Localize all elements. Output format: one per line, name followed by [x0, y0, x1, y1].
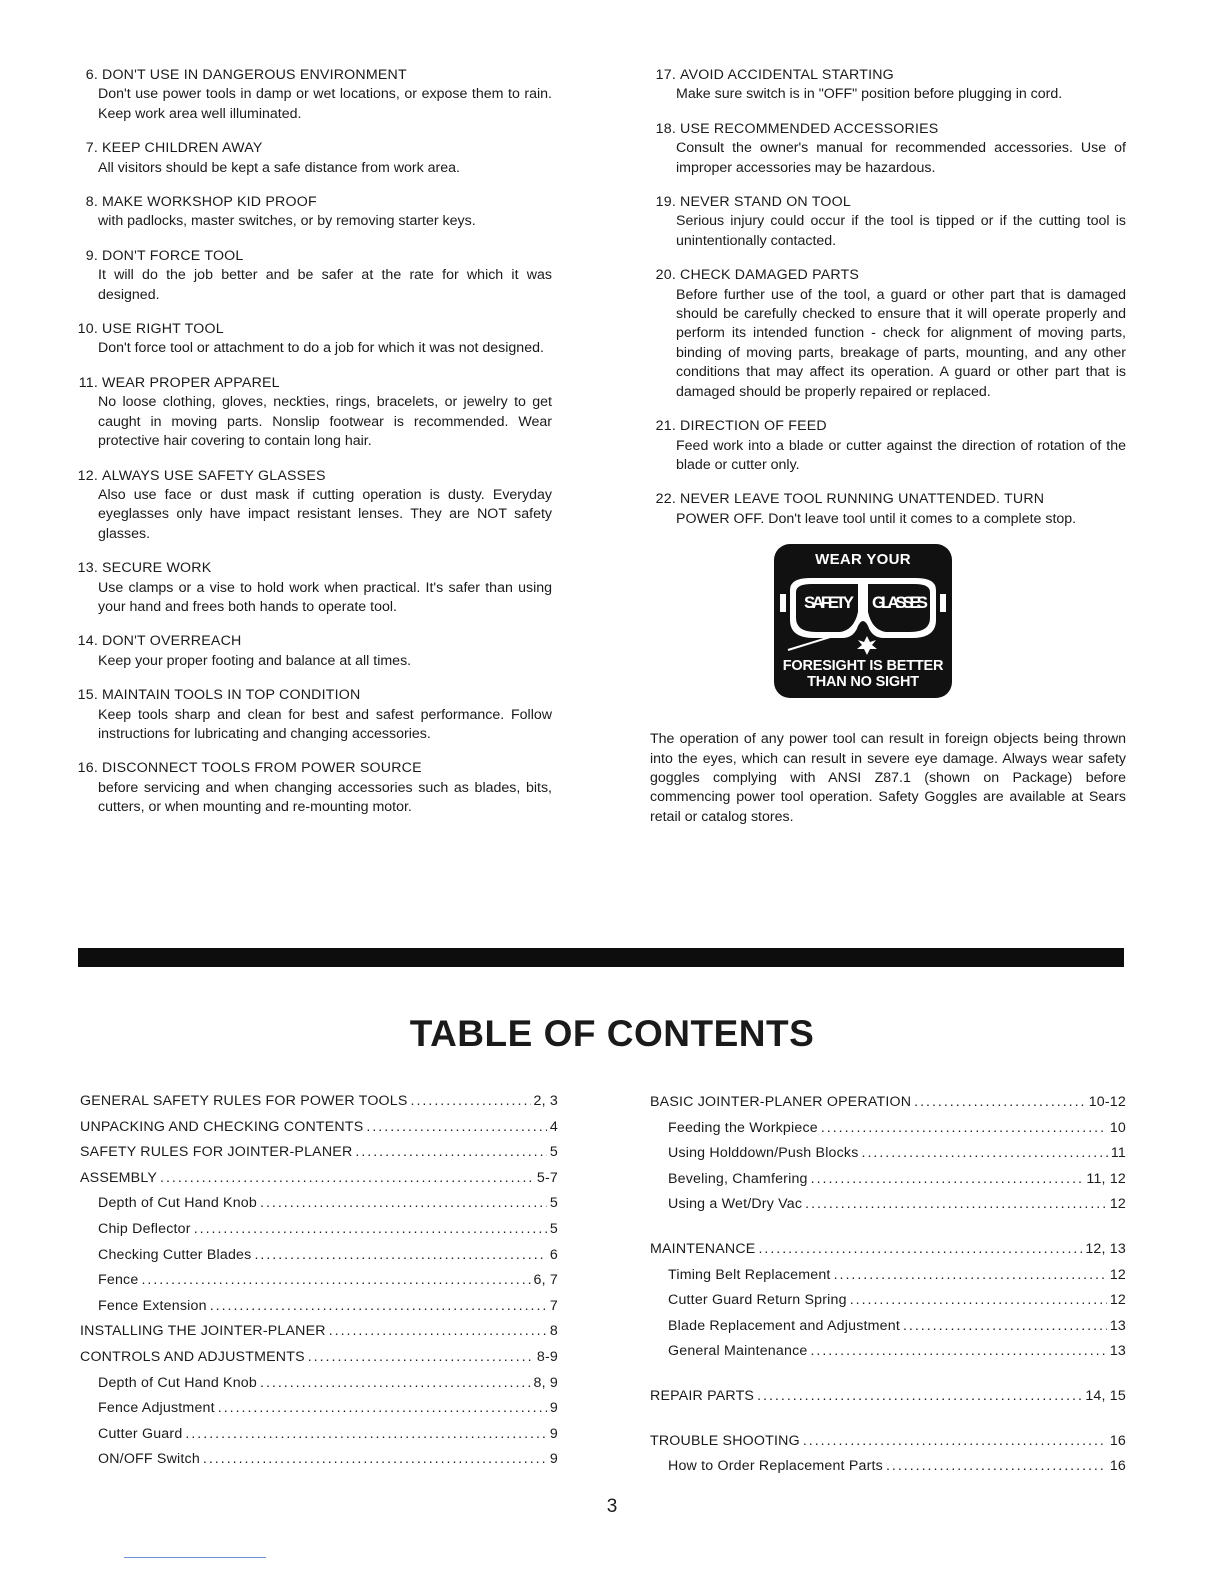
- toc-subentry: [80, 1195, 558, 1221]
- rule-number: 20.: [655, 267, 676, 284]
- toc-page: 16: [1109, 1458, 1126, 1475]
- toc-entry: [80, 1119, 558, 1145]
- rule-heading: [72, 139, 552, 158]
- toc-label: Using a Wet/Dry Vac: [668, 1196, 803, 1213]
- rule-title: NEVER LEAVE TOOL RUNNING UNATTENDED. TURN: [680, 491, 1045, 508]
- badge-top-text: WEAR YOUR: [815, 551, 911, 569]
- toc-page: 9: [549, 1425, 558, 1442]
- rule-title: MAKE WORKSHOP KID PROOF: [102, 194, 317, 211]
- toc-label: Depth of Cut Hand Knob: [98, 1374, 257, 1391]
- toc-entry: [80, 1144, 558, 1170]
- rule-title: DON'T USE IN DANGEROUS ENVIRONMENT: [102, 67, 407, 83]
- rule-heading: [72, 247, 552, 266]
- toc-subentry: [650, 1458, 1126, 1484]
- toc-label: Cutter Guard Return Spring: [668, 1292, 847, 1309]
- rule-title: USE RIGHT TOOL: [102, 321, 224, 338]
- rule-body: Make sure switch is in "OFF" position before plugging in cord.: [676, 86, 1063, 103]
- toc-label: MAINTENANCE: [650, 1240, 756, 1257]
- rule-title: DISCONNECT TOOLS FROM POWER SOURCE: [102, 760, 422, 777]
- toc-gap: [650, 1222, 1126, 1241]
- rule-number: 13.: [77, 560, 98, 577]
- rule-number: 12.: [77, 467, 98, 484]
- toc-subentry: [650, 1267, 1126, 1293]
- toc-entry: [80, 1349, 558, 1375]
- toc-label: ASSEMBLY: [80, 1169, 158, 1186]
- toc-page: 5: [549, 1195, 558, 1212]
- safety-rule: [650, 120, 1126, 178]
- rule-title: KEEP CHILDREN AWAY: [102, 140, 263, 157]
- toc-leader-dots: [811, 1171, 1084, 1187]
- safety-rule: [72, 559, 552, 617]
- toc-entry: [80, 1093, 558, 1119]
- rule-title: MAINTAIN TOOLS IN TOP CONDITION: [102, 687, 361, 704]
- toc-page: 5-7: [536, 1169, 558, 1186]
- rule-title: ALWAYS USE SAFETY GLASSES: [102, 467, 326, 484]
- safety-goggles-icon: [780, 572, 946, 656]
- toc-label: Fence Adjustment: [98, 1400, 215, 1417]
- safety-rule: [72, 686, 552, 744]
- toc-subentry: [80, 1272, 558, 1298]
- rule-body: before servicing and when changing accessories such as blades, bits, cutters, or when mounting and re-mounting motor.: [98, 779, 552, 816]
- rule-title: CHECK DAMAGED PARTS: [680, 267, 860, 284]
- rule-body: Before further use of the tool, a guard or other part that is damaged should be carefully checked to ensure that it will operate properly and perform its intended function - check for alignment of moving parts, binding of moving parts, breakage of parts, mounting, and any other conditions that may affect its operation. A guard or other part that is damaged should be properly repaired or replaced.: [676, 286, 1126, 400]
- toc-leader-dots: [903, 1318, 1107, 1334]
- rule-body: Keep tools sharp and clean for best and safest performance. Follow instructions for lubricating and changing accessories.: [98, 706, 552, 742]
- toc-subentry: [80, 1221, 558, 1247]
- toc-subentry: [650, 1343, 1126, 1369]
- toc-entry: [650, 1094, 1126, 1120]
- rule-body: with padlocks, master switches, or by removing starter keys.: [98, 213, 476, 230]
- rule-title: AVOID ACCIDENTAL STARTING: [680, 67, 894, 83]
- rule-heading: [650, 417, 1126, 436]
- toc-leader-dots: [260, 1195, 547, 1211]
- toc-leader-dots: [805, 1196, 1107, 1212]
- toc-label: BASIC JOINTER-PLANER OPERATION: [650, 1094, 912, 1110]
- toc-leader-dots: [366, 1119, 546, 1135]
- rule-body: Don't use power tools in damp or wet locations, or expose them to rain. Keep work area well illuminated.: [98, 86, 552, 122]
- toc-leader-dots: [850, 1292, 1107, 1308]
- toc-page: 8, 9: [533, 1374, 558, 1391]
- rule-heading: [650, 490, 1126, 509]
- rule-heading: [72, 193, 552, 212]
- rule-heading: [72, 374, 552, 393]
- toc-subentry: [80, 1426, 558, 1452]
- toc-page: 6: [549, 1246, 558, 1263]
- safety-rule: [72, 139, 552, 178]
- toc-entry: [80, 1170, 558, 1196]
- right-safety-rules: [650, 66, 1126, 827]
- toc-label: General Maintenance: [668, 1343, 808, 1360]
- toc-page: 2, 3: [533, 1093, 558, 1109]
- toc-label: How to Order Replacement Parts: [668, 1458, 883, 1475]
- toc-title: TABLE OF CONTENTS: [409, 1013, 815, 1054]
- toc-leader-dots: [355, 1144, 547, 1160]
- toc-subentry: [650, 1292, 1126, 1318]
- toc-page: 13: [1109, 1343, 1126, 1360]
- safety-rule: [650, 417, 1126, 475]
- rule-heading: [72, 66, 552, 85]
- rule-body: No loose clothing, gloves, neckties, rings, bracelets, or jewelry to get caught in moving parts. Nonslip footwear is recommended. Wear protective hair covering to contain long hair.: [98, 394, 552, 450]
- rule-title: DON'T FORCE TOOL: [102, 247, 244, 264]
- toc-label: Fence Extension: [98, 1297, 207, 1314]
- section-divider: [78, 948, 1124, 967]
- toc-page: 12: [1109, 1266, 1126, 1283]
- toc-leader-dots: [810, 1343, 1106, 1359]
- rule-title: DON'T OVERREACH: [102, 633, 242, 650]
- rule-title: DIRECTION OF FEED: [680, 418, 827, 435]
- toc-page: 12, 13: [1085, 1240, 1126, 1257]
- toc-page: 7: [549, 1297, 558, 1314]
- rule-number: 17.: [655, 67, 676, 83]
- toc-entry: [650, 1388, 1126, 1414]
- toc-entry: [650, 1241, 1126, 1267]
- toc-page: 13: [1109, 1317, 1126, 1334]
- rule-heading: [72, 686, 552, 705]
- toc-left-column: [80, 1093, 558, 1477]
- toc-leader-dots: [194, 1221, 547, 1237]
- safety-rule: [72, 193, 552, 232]
- rule-number: 15.: [77, 687, 98, 704]
- safety-rule: [650, 66, 1126, 105]
- toc-leader-dots: [914, 1094, 1086, 1110]
- toc-label: Cutter Guard: [98, 1425, 183, 1442]
- rule-number: 7.: [85, 140, 98, 157]
- safety-rule: [72, 759, 552, 817]
- toc-leader-dots: [203, 1451, 547, 1467]
- toc-label: Depth of Cut Hand Knob: [98, 1195, 257, 1212]
- rule-number: 18.: [655, 120, 676, 137]
- toc-label: Beveling, Chamfering: [668, 1170, 808, 1187]
- toc-subentry: [80, 1400, 558, 1426]
- toc-label: Timing Belt Replacement: [668, 1266, 831, 1283]
- goggle-note: The operation of any power tool can result in foreign objects being thrown into the eyes, which can result in severe eye damage. Always wear safety goggles complying with ANSI Z87.1 (shown on Package) before commencing power tool operation. Safety Goggles are available at Sears retail or catalog stores.: [650, 731, 1126, 825]
- badge-bottom-line2: THAN NO SIGHT: [807, 674, 919, 691]
- toc-page: 8-9: [536, 1348, 558, 1365]
- safety-rule: [72, 66, 552, 124]
- toc-page: 14, 15: [1085, 1387, 1126, 1404]
- toc-label: UNPACKING AND CHECKING CONTENTS: [80, 1118, 364, 1135]
- left-safety-rules: [72, 66, 552, 833]
- rule-number: 6.: [85, 67, 98, 83]
- toc-subentry: [650, 1145, 1126, 1171]
- toc-leader-dots: [141, 1272, 530, 1288]
- toc-leader-dots: [758, 1241, 1082, 1257]
- footer-link-underline: [124, 1557, 266, 1558]
- rule-title: WEAR PROPER APPAREL: [102, 374, 280, 391]
- toc-label: GENERAL SAFETY RULES FOR POWER TOOLS: [80, 1093, 408, 1109]
- toc-subentry: [80, 1451, 558, 1477]
- toc-label: Feeding the Workpiece: [668, 1119, 818, 1136]
- toc-right-column: [650, 1094, 1126, 1484]
- page-number: 3: [606, 1496, 618, 1517]
- toc-label: SAFETY RULES FOR JOINTER-PLANER: [80, 1144, 353, 1161]
- toc-label: Checking Cutter Blades: [98, 1246, 252, 1263]
- rule-heading: [72, 467, 552, 486]
- toc-leader-dots: [185, 1426, 546, 1442]
- toc-leader-dots: [254, 1247, 546, 1263]
- rule-number: 16.: [77, 760, 98, 777]
- toc-leader-dots: [160, 1170, 534, 1186]
- rule-heading: [72, 632, 552, 651]
- toc-page: 8: [549, 1323, 558, 1340]
- toc-subentry: [650, 1120, 1126, 1146]
- rule-title: USE RECOMMENDED ACCESSORIES: [680, 120, 939, 137]
- toc-page: 9: [549, 1451, 558, 1468]
- rule-heading: [72, 759, 552, 778]
- badge-lens-right: GLASSES: [872, 593, 928, 613]
- toc-subentry: [80, 1375, 558, 1401]
- toc-page: 5: [549, 1220, 558, 1237]
- safety-rule: [650, 193, 1126, 251]
- toc-leader-dots: [329, 1323, 547, 1339]
- toc-subentry: [80, 1298, 558, 1324]
- rule-body: Don't force tool or attachment to do a job for which it was not designed.: [98, 340, 544, 357]
- toc-page: 6, 7: [533, 1272, 558, 1289]
- rule-heading: [72, 320, 552, 339]
- safety-rule: [72, 247, 552, 305]
- toc-page: 11, 12: [1086, 1170, 1126, 1187]
- rule-number: 21.: [655, 418, 676, 435]
- rule-body: Also use face or dust mask if cutting operation is dusty. Everyday eyeglasses only have impact resistant lenses. They are NOT safety glasses.: [98, 486, 552, 542]
- toc-label: Chip Deflector: [98, 1220, 191, 1237]
- badge-lens-left: SAFETY: [804, 593, 854, 613]
- toc-subentry: [650, 1196, 1126, 1222]
- toc-leader-dots: [411, 1093, 531, 1109]
- toc-leader-dots: [821, 1120, 1107, 1136]
- safety-glasses-badge: [774, 544, 952, 698]
- rule-body: Use clamps or a vise to hold work when practical. It's safer than using your hand and frees both hands to operate tool.: [98, 579, 552, 615]
- toc-entry: [80, 1323, 558, 1349]
- safety-rule: [72, 467, 552, 545]
- rule-number: 9.: [85, 247, 98, 264]
- toc-entry: [650, 1433, 1126, 1459]
- toc-subentry: [650, 1318, 1126, 1344]
- safety-rule: [72, 632, 552, 671]
- toc-page: 16: [1109, 1432, 1126, 1449]
- rule-title: NEVER STAND ON TOOL: [680, 194, 851, 211]
- rule-body: Serious injury could occur if the tool is tipped or if the cutting tool is unintentionally contacted.: [676, 213, 1126, 249]
- rule-body: POWER OFF. Don't leave tool until it comes to a complete stop.: [676, 510, 1077, 527]
- toc-label: ON/OFF Switch: [98, 1451, 200, 1468]
- safety-rule: [72, 374, 552, 452]
- rule-body: It will do the job better and be safer at the rate for which it was designed.: [98, 267, 552, 303]
- rule-body: Keep your proper footing and balance at all times.: [98, 652, 412, 669]
- toc-label: Fence: [98, 1272, 139, 1289]
- rule-number: 22.: [655, 491, 676, 508]
- toc-leader-dots: [862, 1145, 1108, 1161]
- toc-label: INSTALLING THE JOINTER-PLANER: [80, 1323, 326, 1340]
- toc-leader-dots: [834, 1267, 1107, 1283]
- toc-leader-dots: [260, 1375, 531, 1391]
- toc-page: 10: [1109, 1119, 1126, 1136]
- toc-label: CONTROLS AND ADJUSTMENTS: [80, 1348, 305, 1365]
- toc-leader-dots: [218, 1400, 547, 1416]
- toc-label: Using Holddown/Push Blocks: [668, 1145, 859, 1162]
- rule-body: All visitors should be kept a safe distance from work area.: [98, 159, 460, 176]
- toc-leader-dots: [757, 1388, 1082, 1404]
- toc-leader-dots: [210, 1298, 547, 1314]
- rule-number: 14.: [77, 633, 98, 650]
- toc-page: 4: [549, 1118, 558, 1135]
- rule-heading: [650, 193, 1126, 212]
- rule-heading: [650, 266, 1126, 285]
- rule-number: 8.: [85, 194, 98, 211]
- toc-page: 9: [549, 1400, 558, 1417]
- toc-label: REPAIR PARTS: [650, 1387, 755, 1404]
- toc-page: 11: [1110, 1145, 1126, 1162]
- rule-body: Feed work into a blade or cutter against the direction of rotation of the blade or cutter only.: [676, 437, 1126, 473]
- rule-heading: [650, 120, 1126, 139]
- safety-rule: [72, 320, 552, 359]
- safety-rule: [650, 266, 1126, 402]
- toc-page: 10-12: [1088, 1094, 1126, 1110]
- toc-gap: [650, 1369, 1126, 1388]
- rule-heading: [650, 66, 1126, 85]
- right-rules-list: [650, 66, 1126, 529]
- rule-number: 11.: [78, 374, 98, 391]
- toc-label: Blade Replacement and Adjustment: [668, 1317, 900, 1334]
- toc-subentry: [650, 1171, 1126, 1197]
- toc-label: TROUBLE SHOOTING: [650, 1432, 800, 1449]
- rule-number: 10.: [77, 321, 98, 338]
- rule-title: SECURE WORK: [102, 560, 212, 577]
- toc-leader-dots: [803, 1433, 1107, 1449]
- badge-bottom-line1: FORESIGHT IS BETTER: [782, 658, 944, 675]
- rule-number: 19.: [655, 194, 676, 211]
- toc-page: 12: [1109, 1196, 1126, 1213]
- toc-leader-dots: [886, 1458, 1107, 1474]
- toc-gap: [650, 1414, 1126, 1433]
- safety-rule: [650, 490, 1126, 529]
- toc-subentry: [80, 1247, 558, 1273]
- toc-page: 12: [1109, 1292, 1126, 1309]
- toc-page: 5: [549, 1144, 558, 1161]
- toc-leader-dots: [308, 1349, 534, 1365]
- rule-body: Consult the owner's manual for recommended accessories. Use of improper accessories may be hazardous.: [676, 140, 1126, 176]
- rule-heading: [72, 559, 552, 578]
